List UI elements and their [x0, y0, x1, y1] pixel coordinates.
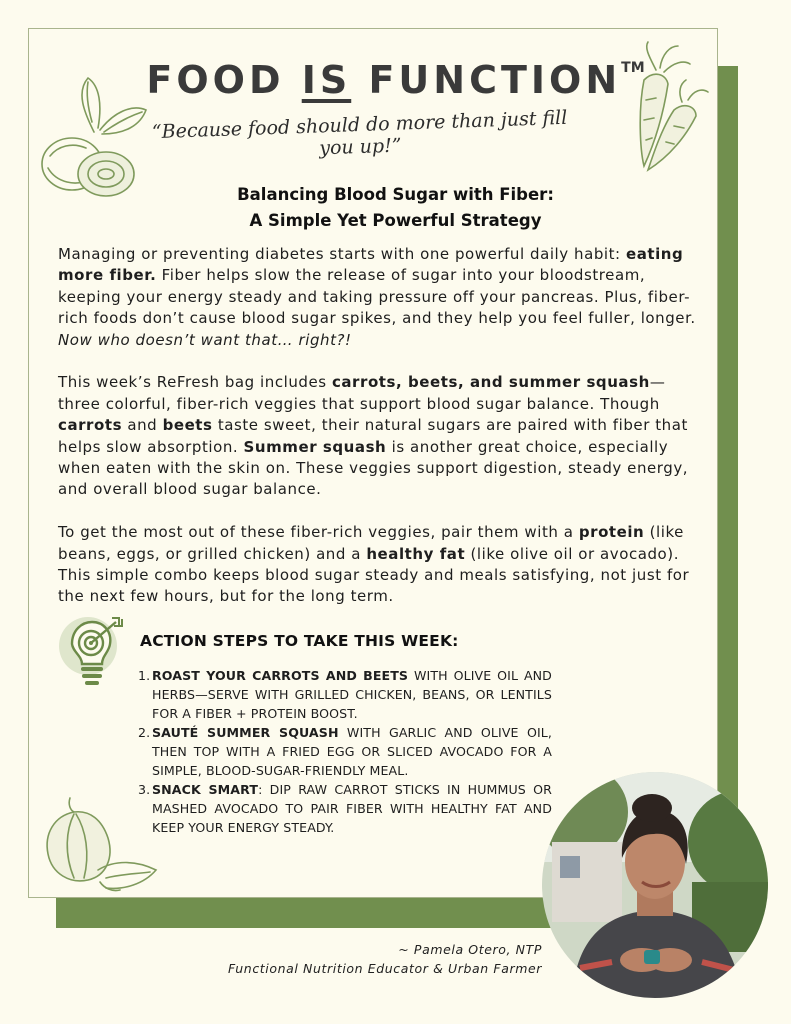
brand-word-function: FUNCTION: [368, 58, 622, 102]
emphasis-text: protein: [578, 523, 645, 542]
emphasis-text: carrots: [58, 416, 123, 435]
action-step: [138, 723, 552, 780]
author-photo: [542, 772, 768, 998]
squash-illustration: [40, 790, 164, 896]
paragraph-2: [58, 372, 698, 500]
action-steps-list: [138, 666, 552, 837]
action-steps-heading: ACTION STEPS TO TAKE THIS WEEK:: [140, 632, 459, 650]
step-text: [152, 780, 552, 837]
article-title-line-1: Balancing Blood Sugar with Fiber:: [237, 185, 554, 204]
text-run: —three colorful, fiber-rich veggies that support blood sugar balance. Though: [58, 373, 666, 413]
action-step: [138, 780, 552, 837]
paragraph-1: [58, 244, 698, 351]
step-number: 3.: [138, 782, 151, 797]
step-emphasis: SAUTÉ SUMMER SQUASH: [152, 725, 339, 740]
step-text: [152, 666, 552, 723]
target-lightbulb-icon: [56, 614, 132, 690]
text-run: and: [122, 416, 163, 435]
step-detail: WITH GARLIC AND OLIVE OIL, THEN TOP WITH A FRIED EGG OR SLICED AVOCADO FOR A SIMPLE, BLOOD-SUGAR-FRIENDLY MEAL.: [152, 725, 552, 778]
signature: [228, 940, 542, 978]
emphasis-text: carrots, beets, and summer squash: [331, 373, 650, 392]
step-emphasis: SNACK SMART: [152, 782, 259, 797]
article-title-line-2: A Simple Yet Powerful Strategy: [249, 211, 542, 230]
step-number: 1.: [138, 668, 151, 683]
brand-word-food: FOOD: [146, 58, 285, 102]
emphasis-text: Summer squash: [243, 437, 387, 456]
text-run: This week’s ReFresh bag includes: [58, 373, 332, 392]
text-run: taste sweet, their natural sugars are paired with fiber that helps slow absorption.: [58, 416, 688, 456]
text-run: is another great choice, especially when eaten with the skin on. These veggies support digestion, steady energy, and overall blood sugar balance.: [58, 437, 689, 499]
text-run: Fiber helps slow the release of sugar into your bloodstream, keeping your energy steady and taking pressure off your pancreas. Plus, fiber-rich foods don’t cause blood sugar spikes, and they help you feel fuller, longer.: [58, 266, 696, 328]
tagline: “Because food should do more than just fill you up!”: [151, 106, 568, 160]
emphasis-text: beets: [162, 416, 213, 435]
article-body: [58, 244, 698, 629]
text-run: Managing or preventing diabetes starts with one powerful daily habit:: [58, 245, 626, 263]
step-emphasis: ROAST YOUR CARROTS AND BEETS: [152, 668, 409, 683]
action-step: [138, 666, 552, 723]
step-detail: WITH OLIVE OIL AND HERBS—SERVE WITH GRILLED CHICKEN, BEANS, OR LENTILS FOR A FIBER + PROTEIN BOOST.: [152, 668, 552, 721]
carrot-illustration: [604, 40, 714, 180]
step-number: 2.: [138, 725, 151, 740]
paragraph-3: [58, 522, 698, 608]
emphasis-text: eating more fiber.: [58, 245, 684, 285]
author-name: ~ Pamela Otero, NTP: [398, 942, 542, 957]
text-run: (like beans, eggs, or grilled chicken) and a: [58, 523, 684, 563]
author-title: Functional Nutrition Educator & Urban Farmer: [228, 961, 542, 976]
trademark: TM: [621, 60, 645, 76]
step-text: [152, 723, 552, 780]
text-run: To get the most out of these fiber-rich veggies, pair them with a: [58, 523, 579, 542]
brand-word-is: IS: [301, 58, 352, 102]
text-run: (like olive oil or avocado). This simple combo keeps blood sugar steady and meals satisfying, not just for the next few hours, but for the long term.: [58, 544, 690, 606]
italic-text: Now who doesn’t want that… right?!: [58, 330, 352, 349]
beet-illustration: [36, 72, 154, 202]
emphasis-text: healthy fat: [366, 544, 466, 563]
article-title: [140, 182, 651, 234]
step-detail: : DIP RAW CARROT STICKS IN HUMMUS OR MASHED AVOCADO TO PAIR FIBER WITH HEALTHY FAT AND KEEP YOUR ENERGY STEADY.: [152, 782, 552, 835]
author-portrait: [542, 772, 768, 998]
